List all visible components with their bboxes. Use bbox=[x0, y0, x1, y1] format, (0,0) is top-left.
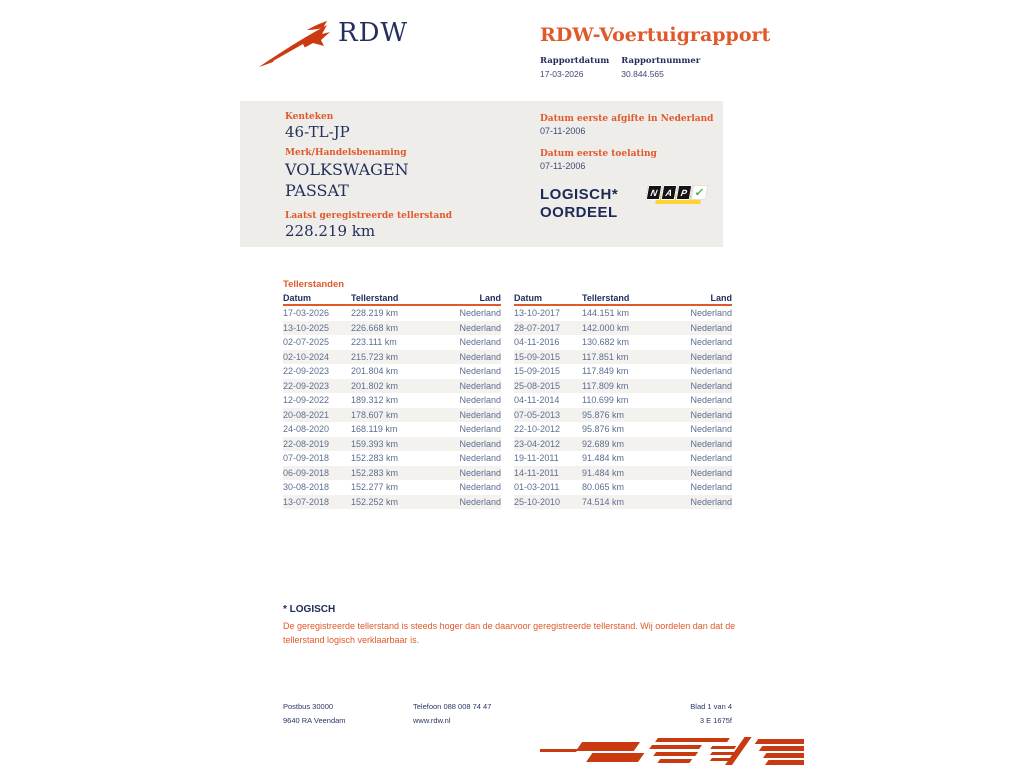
row-country: Nederland bbox=[459, 424, 501, 435]
rdw-speedlines-art-icon bbox=[540, 735, 804, 768]
row-country: Nederland bbox=[459, 467, 501, 478]
row-country: Nederland bbox=[690, 409, 732, 420]
row-date: 04-11-2016 bbox=[514, 337, 560, 348]
row-date: 28-07-2017 bbox=[514, 322, 561, 333]
table-row bbox=[283, 306, 501, 321]
row-odometer: 110.699 km bbox=[582, 395, 629, 406]
report-number-label: Rapportnummer bbox=[621, 56, 701, 66]
verdict-line1: LOGISCH* bbox=[540, 186, 619, 203]
table-row bbox=[283, 335, 501, 350]
row-country: Nederland bbox=[690, 395, 732, 406]
col-land: Land bbox=[479, 292, 501, 303]
odometer-table-left bbox=[283, 291, 501, 509]
row-odometer: 178.607 km bbox=[351, 409, 399, 420]
row-date: 13-10-2017 bbox=[514, 308, 561, 319]
row-country: Nederland bbox=[459, 351, 501, 362]
verdict-line2: OORDEEL bbox=[540, 204, 618, 221]
row-country: Nederland bbox=[690, 337, 732, 348]
report-meta bbox=[540, 56, 700, 79]
footer-page-number: Blad 1 van 4 bbox=[690, 702, 732, 711]
row-odometer: 92.689 km bbox=[582, 438, 625, 449]
footnote-text: De geregistreerde tellerstand is steeds hoger dan de daarvoor geregistreerde tellerstand. Wij oordelen dan dat de tellerstand logisch verklaarbaar is. bbox=[283, 621, 736, 645]
table-header bbox=[514, 291, 732, 306]
row-date: 25-08-2015 bbox=[514, 380, 561, 391]
merk-label: Merk/Handelsbenaming bbox=[285, 148, 407, 158]
table-row bbox=[514, 466, 732, 481]
row-odometer: 228.219 km bbox=[351, 308, 399, 319]
row-odometer: 152.252 km bbox=[351, 496, 399, 507]
verdict-text bbox=[540, 186, 618, 222]
first-issue-label: Datum eerste afgifte in Nederland bbox=[540, 114, 714, 124]
table-row bbox=[283, 451, 501, 466]
row-date: 15-09-2015 bbox=[514, 366, 561, 377]
row-country: Nederland bbox=[459, 366, 501, 377]
table-row bbox=[283, 495, 501, 510]
row-date: 02-07-2025 bbox=[283, 337, 330, 348]
page-title: RDW-Voertuigrapport bbox=[540, 24, 771, 46]
row-date: 14-11-2011 bbox=[514, 467, 559, 478]
col-tellerstand: Tellerstand bbox=[582, 292, 630, 303]
merk-value bbox=[285, 159, 409, 201]
table-row bbox=[283, 408, 501, 423]
row-date: 02-10-2024 bbox=[283, 351, 330, 362]
row-date: 19-11-2011 bbox=[514, 453, 559, 464]
col-tellerstand: Tellerstand bbox=[351, 292, 399, 303]
row-country: Nederland bbox=[459, 438, 501, 449]
row-country: Nederland bbox=[459, 482, 501, 493]
row-country: Nederland bbox=[690, 467, 732, 478]
row-odometer: 152.283 km bbox=[351, 467, 399, 478]
table-row bbox=[514, 379, 732, 394]
row-country: Nederland bbox=[459, 308, 501, 319]
first-issue-value: 07-11-2006 bbox=[540, 126, 586, 136]
row-country: Nederland bbox=[459, 453, 501, 464]
row-odometer: 215.723 km bbox=[351, 351, 399, 362]
row-odometer: 144.151 km bbox=[582, 308, 630, 319]
row-date: 22-08-2019 bbox=[283, 438, 330, 449]
nap-check-icon: ✓ bbox=[691, 185, 709, 200]
row-odometer: 201.804 km bbox=[351, 366, 399, 377]
row-date: 13-07-2018 bbox=[283, 496, 330, 507]
row-country: Nederland bbox=[459, 496, 501, 507]
row-odometer: 152.277 km bbox=[351, 482, 399, 493]
row-date: 24-08-2020 bbox=[283, 424, 330, 435]
row-date: 15-09-2015 bbox=[514, 351, 561, 362]
table-row bbox=[514, 422, 732, 437]
table-row bbox=[514, 451, 732, 466]
footer-website: www.rdw.nl bbox=[413, 716, 451, 725]
footnote-heading: * LOGISCH bbox=[283, 604, 336, 615]
row-country: Nederland bbox=[690, 424, 732, 435]
row-odometer: 168.119 km bbox=[351, 424, 398, 435]
row-date: 22-09-2023 bbox=[283, 380, 330, 391]
row-odometer: 91.484 km bbox=[582, 453, 625, 464]
row-date: 25-10-2010 bbox=[514, 496, 561, 507]
table-row bbox=[514, 408, 732, 423]
row-date: 17-03-2026 bbox=[283, 308, 330, 319]
row-date: 22-09-2023 bbox=[283, 366, 330, 377]
row-date: 06-09-2018 bbox=[283, 467, 330, 478]
row-country: Nederland bbox=[690, 308, 732, 319]
row-country: Nederland bbox=[690, 351, 732, 362]
row-odometer: 226.668 km bbox=[351, 322, 399, 333]
row-odometer: 91.484 km bbox=[582, 467, 625, 478]
row-date: 07-05-2013 bbox=[514, 409, 561, 420]
row-date: 30-08-2018 bbox=[283, 482, 330, 493]
vehicle-info-box bbox=[240, 101, 723, 247]
table-row bbox=[514, 437, 732, 452]
row-date: 12-09-2022 bbox=[283, 395, 330, 406]
row-odometer: 80.065 km bbox=[582, 482, 625, 493]
table-row bbox=[514, 350, 732, 365]
col-land: Land bbox=[710, 292, 732, 303]
footer-address-line2: 9640 RA Veendam bbox=[283, 716, 346, 725]
table-row bbox=[514, 393, 732, 408]
nap-letter-p: P bbox=[676, 185, 693, 200]
footer-address-line1: Postbus 30000 bbox=[283, 702, 334, 711]
table-row bbox=[514, 364, 732, 379]
row-date: 13-10-2025 bbox=[283, 322, 330, 333]
row-country: Nederland bbox=[690, 322, 732, 333]
row-country: Nederland bbox=[459, 322, 501, 333]
table-row bbox=[283, 393, 501, 408]
table-header bbox=[283, 291, 501, 306]
col-datum: Datum bbox=[514, 292, 543, 303]
rdw-bird-logo-icon bbox=[257, 20, 335, 75]
row-odometer: 159.393 km bbox=[351, 438, 399, 449]
nap-letter-a: A bbox=[661, 185, 678, 200]
table-row bbox=[514, 495, 732, 510]
row-odometer: 142.000 km bbox=[582, 322, 630, 333]
table-row bbox=[514, 306, 732, 321]
table-row bbox=[283, 480, 501, 495]
row-country: Nederland bbox=[459, 409, 501, 420]
row-odometer: 95.876 km bbox=[582, 424, 625, 435]
row-country: Nederland bbox=[690, 380, 732, 391]
table-row bbox=[283, 466, 501, 481]
row-odometer: 117.851 km bbox=[582, 351, 629, 362]
row-odometer: 74.514 km bbox=[582, 496, 625, 507]
nap-letter-n: N bbox=[646, 185, 663, 200]
odometer-section-heading: Tellerstanden bbox=[283, 279, 345, 290]
footer-phone: Telefoon 088 008 74 47 bbox=[413, 702, 492, 711]
report-number-value: 30.844.565 bbox=[621, 69, 664, 79]
row-country: Nederland bbox=[690, 482, 732, 493]
row-odometer: 223.111 km bbox=[351, 337, 397, 348]
row-date: 20-08-2021 bbox=[283, 409, 330, 420]
row-date: 07-09-2018 bbox=[283, 453, 330, 464]
first-admission-label: Datum eerste toelating bbox=[540, 149, 657, 159]
table-row bbox=[283, 437, 501, 452]
table-row bbox=[283, 422, 501, 437]
report-date-value: 17-03-2026 bbox=[540, 69, 584, 79]
row-country: Nederland bbox=[690, 496, 732, 507]
kenteken-value: 46-TL-JP bbox=[285, 123, 350, 141]
row-odometer: 95.876 km bbox=[582, 409, 625, 420]
row-date: 01-03-2011 bbox=[514, 482, 560, 493]
row-odometer: 189.312 km bbox=[351, 395, 399, 406]
last-odometer-label: Laatst geregistreerde tellerstand bbox=[285, 211, 453, 221]
first-admission-value: 07-11-2006 bbox=[540, 161, 586, 171]
merk-line1: VOLKSWAGEN bbox=[285, 160, 409, 179]
row-date: 04-11-2014 bbox=[514, 395, 560, 406]
row-country: Nederland bbox=[459, 337, 501, 348]
row-odometer: 117.849 km bbox=[582, 366, 629, 377]
row-country: Nederland bbox=[690, 366, 732, 377]
odometer-table-right bbox=[514, 291, 732, 509]
row-odometer: 130.682 km bbox=[582, 337, 630, 348]
table-row bbox=[283, 350, 501, 365]
table-row bbox=[514, 321, 732, 336]
table-row bbox=[283, 364, 501, 379]
row-odometer: 201.802 km bbox=[351, 380, 399, 391]
row-date: 22-10-2012 bbox=[514, 424, 561, 435]
row-country: Nederland bbox=[459, 395, 501, 406]
last-odometer-value: 228.219 km bbox=[285, 222, 376, 240]
table-row bbox=[514, 480, 732, 495]
row-country: Nederland bbox=[690, 438, 732, 449]
row-country: Nederland bbox=[690, 453, 732, 464]
table-row bbox=[514, 335, 732, 350]
row-date: 23-04-2012 bbox=[514, 438, 561, 449]
col-datum: Datum bbox=[283, 292, 312, 303]
row-odometer: 152.283 km bbox=[351, 453, 399, 464]
table-row bbox=[283, 379, 501, 394]
row-odometer: 117.809 km bbox=[582, 380, 629, 391]
report-date-label: Rapportdatum bbox=[540, 56, 610, 66]
nap-logo bbox=[647, 185, 709, 209]
rdw-wordmark: RDW bbox=[338, 18, 409, 48]
row-country: Nederland bbox=[459, 380, 501, 391]
kenteken-label: Kenteken bbox=[285, 112, 334, 122]
table-row bbox=[283, 321, 501, 336]
merk-line2: PASSAT bbox=[285, 181, 349, 200]
footer-form-code: 3 E 1675f bbox=[699, 716, 732, 725]
